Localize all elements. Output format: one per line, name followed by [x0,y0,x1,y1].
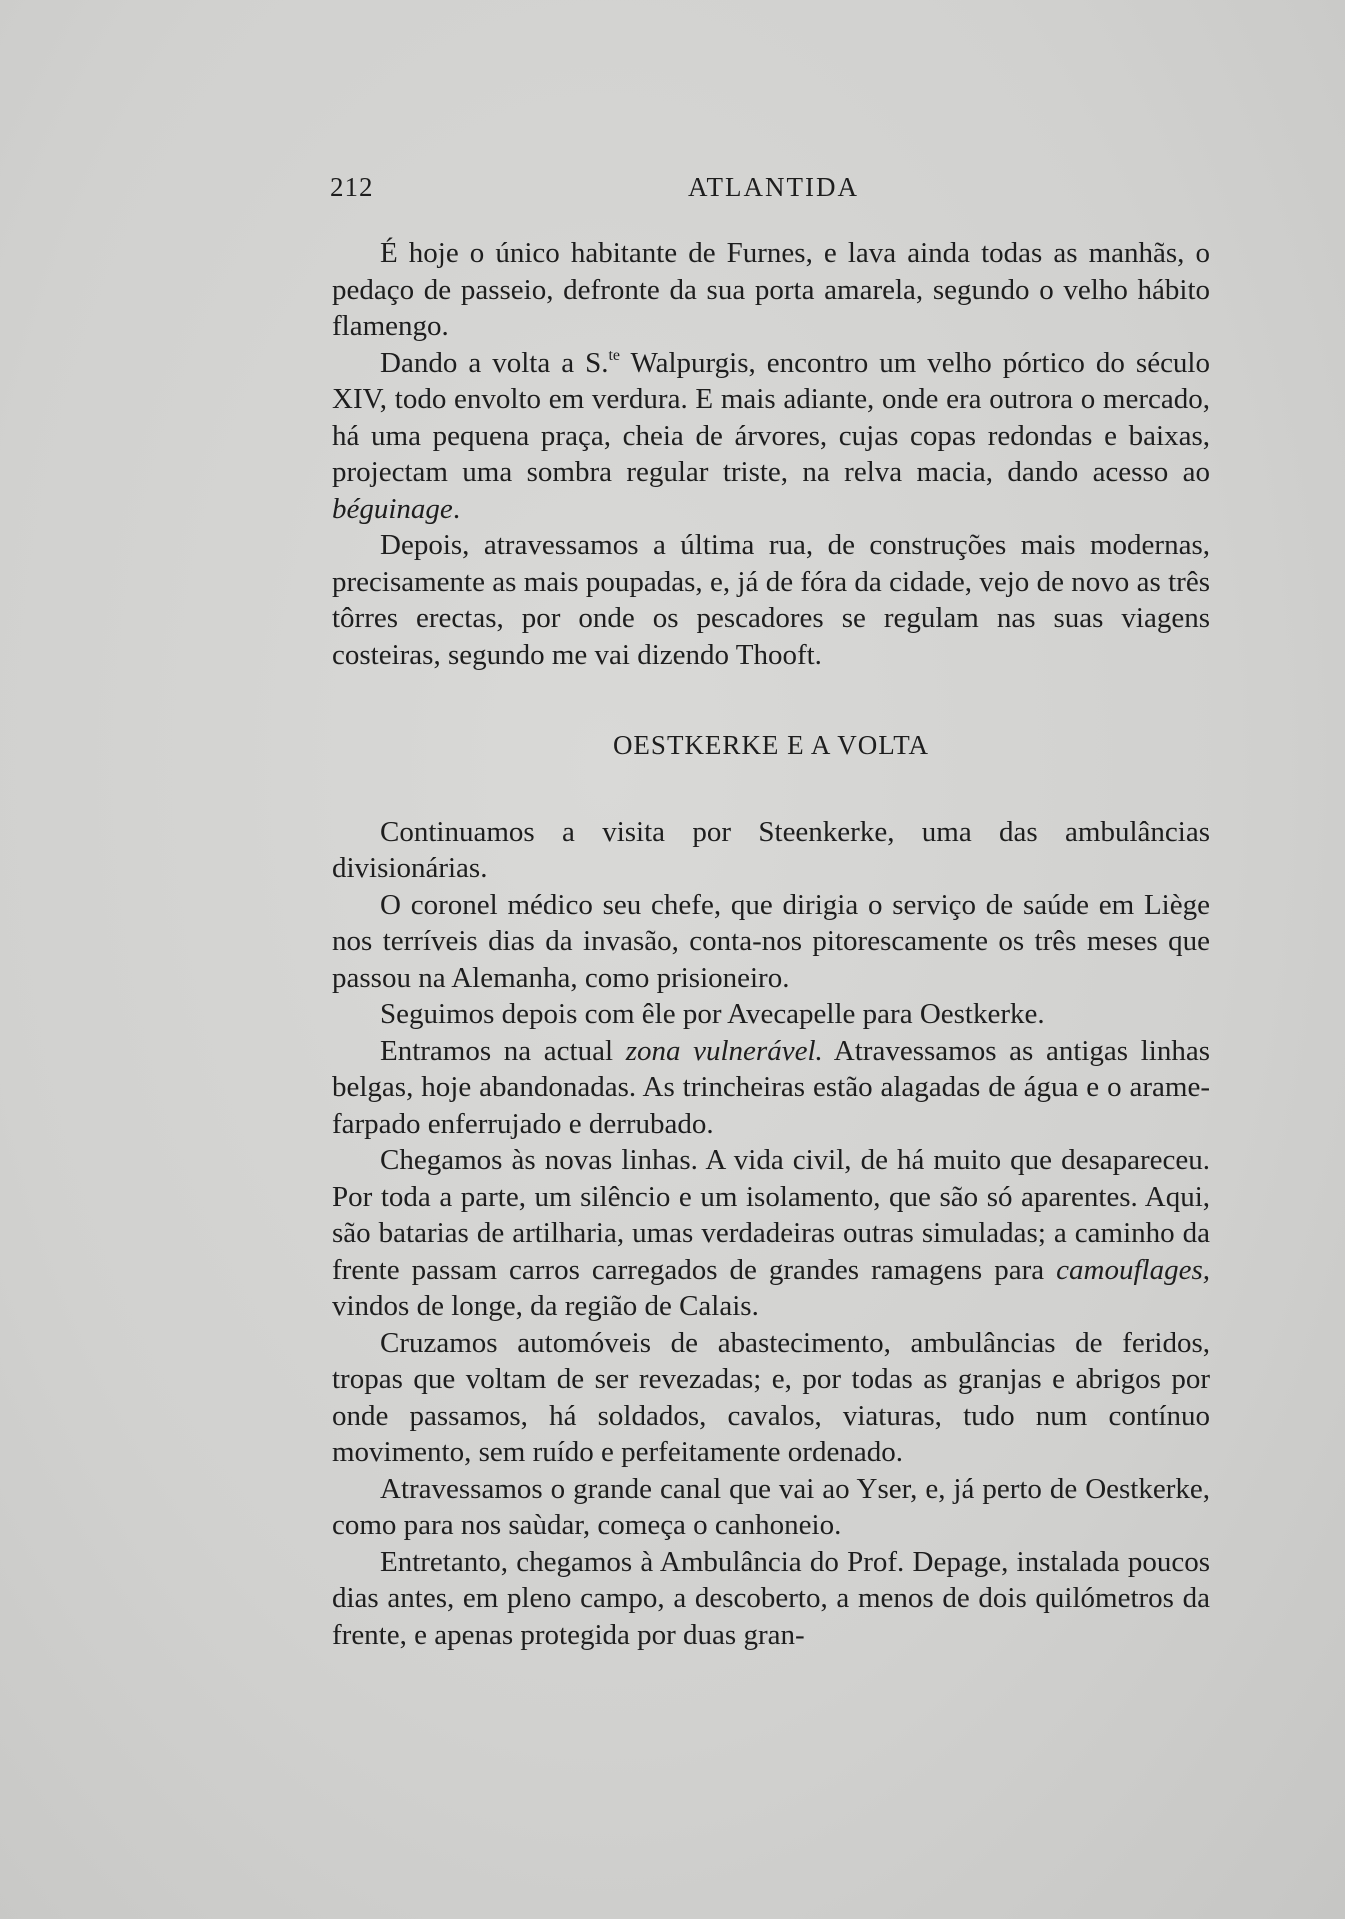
paragraph: Entretanto, chegamos à Ambulância do Prof. Depage, instalada poucos dias antes, em pleno campo, a descoberto, a menos de dois quilómetros da frente, e apenas protegida por duas gran- [332,1545,1210,1651]
paragraph: Depois, atravessamos a última rua, de construções mais modernas, precisamente as mais poupadas, e, já de fóra da cidade, vejo de novo as três tôrres erectas, por onde os pescadores se regulam nas suas viagens costeiras, segundo me vai dizendo Thooft. [332,529,1210,671]
running-title: ATLANTIDA [688,172,859,202]
section-title: OESTKERKE E A VOLTA [612,730,930,760]
page-header [330,172,1210,208]
paragraph: Continuamos a visita por Steenkerke, uma das ambulâncias divisionárias. [332,815,1210,884]
paragraph-text: vindos de longe, da região de Calais. [332,1290,759,1322]
paragraph: Atravessamos o grande canal que vai ao Yser, e, já perto de Oestkerke, como para nos saùdar, começa o canhoneio. [332,1472,1210,1541]
paragraph-text: Atravessamos as antigas linhas belgas, hoje abandonadas. As trincheiras estão alagadas de água e o arame-farpado enferrujado e derrubado. [332,1034,1211,1140]
paragraph [332,1142,1210,1325]
paragraph [332,1033,1210,1143]
italic-term: zona vulnerável. [625,1034,823,1067]
paragraph: É hoje o único habitante de Furnes, e lava ainda todas as manhãs, o pedaço de passeio, defronte da sua porta amarela, segundo o velho hábito flamengo. [332,237,1210,342]
paragraph-text: . [452,492,461,525]
paragraph-text: Walpurgis, encontro um velho pórtico do século XIV, todo envolto em verdura. E mais adiante, onde era outrora o mercado, há uma pequena praça, cheia de árvores, cujas copas redondas e baixas, projectam uma sombra regular triste, na relva macia, dando acesso ao [332,346,1210,488]
page-number: 212 [330,172,374,202]
paragraph: O coronel médico seu chefe, que dirigia o serviço de saúde em Liège nos terríveis dias da invasão, conta-nos pitorescamente os três meses que passou na Alemanha, como prisioneiro. [332,888,1210,994]
italic-term: camouflages, [1056,1253,1210,1286]
paragraph [332,345,1210,528]
paragraph-text: Entramos na actual [380,1034,626,1067]
paragraph-text: Chegamos às novas linhas. A vida civil, de há muito que desapareceu. Por toda a parte, um silêncio e um isolamento, que são só aparentes. Aqui, são batarias de artilharia, umas verdadeiras outras simuladas; a caminho da frente passam carros carregados de grandes ramagens para [332,1144,1210,1286]
paragraph: Cruzamos automóveis de abastecimento, ambulâncias de feridos, tropas que voltam de ser revezadas; e, por todas as granjas e abrigos por onde passamos, há soldados, cavalos, viaturas, tudo num contínuo movimento, sem ruído e perfeitamente ordenado. [332,1326,1210,1468]
superscript: te [608,346,621,364]
paragraph: Seguimos depois com êle por Avecapelle para Oestkerke. [380,998,1045,1030]
body-text [332,235,1210,1653]
italic-term: béguinage [332,492,453,525]
paragraph-text: Dando a volta a S. [380,346,609,379]
